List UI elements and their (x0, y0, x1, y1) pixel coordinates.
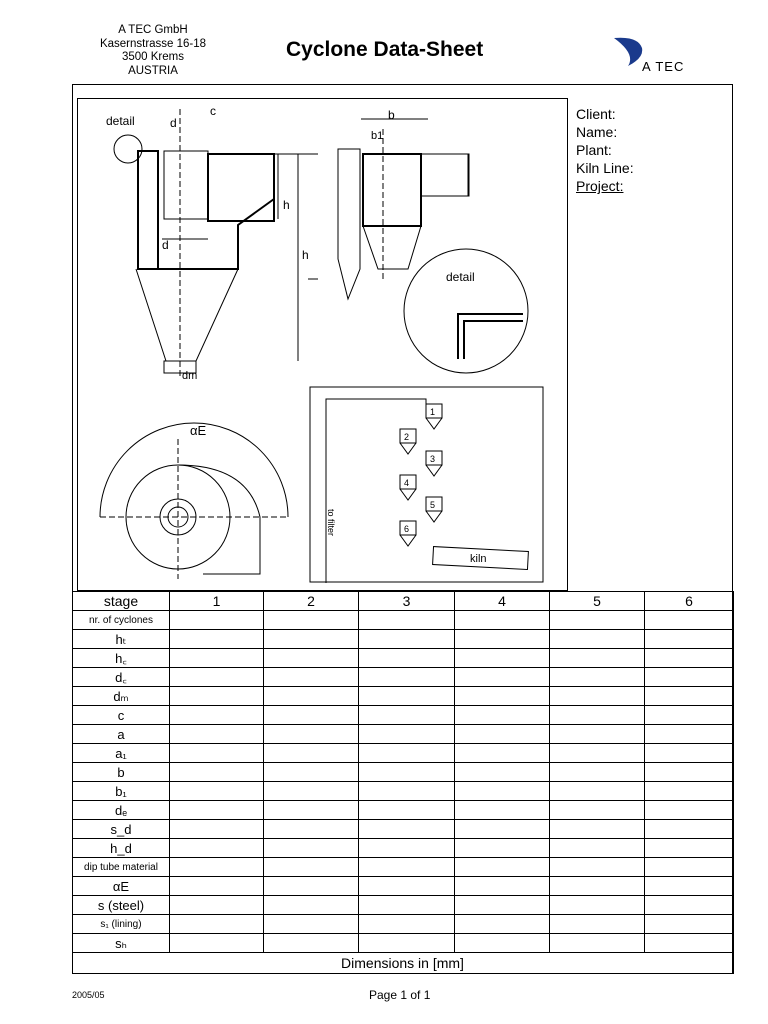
data-cell[interactable] (359, 801, 455, 820)
data-cell[interactable] (170, 649, 264, 668)
row-label: s₁ (lining) (73, 915, 170, 934)
data-cell[interactable] (264, 934, 359, 953)
footer-page: Page 1 of 1 (369, 988, 431, 1002)
data-cell[interactable] (170, 725, 264, 744)
row-label: nr. of cyclones (73, 611, 170, 630)
data-cell[interactable] (170, 820, 264, 839)
client-info (576, 105, 691, 195)
data-cell[interactable] (645, 801, 734, 820)
data-cell[interactable] (264, 877, 359, 896)
svg-text:dm: dm (182, 370, 198, 382)
data-cell[interactable] (550, 763, 645, 782)
data-cell[interactable] (359, 763, 455, 782)
data-cell[interactable] (455, 782, 550, 801)
plant-label: Plant: (576, 142, 612, 158)
data-cell[interactable] (170, 744, 264, 763)
data-cell[interactable] (645, 725, 734, 744)
data-cell[interactable] (170, 706, 264, 725)
data-cell[interactable] (264, 611, 359, 630)
company-address (88, 24, 218, 78)
svg-text:4: 4 (404, 478, 410, 488)
detail-label-circle: detail (446, 270, 475, 284)
data-cell[interactable] (455, 668, 550, 687)
stage-header: stage (73, 592, 170, 611)
data-cell[interactable] (645, 630, 734, 649)
data-cell[interactable] (359, 725, 455, 744)
data-cell[interactable] (359, 611, 455, 630)
table-row (73, 782, 734, 801)
row-label: a₁ (73, 744, 170, 763)
data-cell[interactable] (264, 687, 359, 706)
data-cell[interactable] (264, 915, 359, 934)
data-cell[interactable] (264, 725, 359, 744)
svg-text:6: 6 (404, 524, 410, 534)
table-header-row (73, 592, 734, 611)
data-cell[interactable] (359, 915, 455, 934)
data-cell[interactable] (455, 934, 550, 953)
data-cell[interactable] (264, 630, 359, 649)
data-cell[interactable] (455, 763, 550, 782)
to-filter-label: to filter (326, 509, 336, 537)
data-cell[interactable] (645, 915, 734, 934)
row-label: d꜀ (73, 668, 170, 687)
row-label: s (steel) (73, 896, 170, 915)
row-label: dₘ (73, 687, 170, 706)
data-cell[interactable] (359, 820, 455, 839)
alpha-label: αE (190, 423, 207, 438)
data-cell[interactable] (645, 858, 734, 877)
data-cell[interactable] (455, 706, 550, 725)
data-cell[interactable] (264, 896, 359, 915)
data-cell[interactable] (455, 820, 550, 839)
stage-1-header: 1 (170, 592, 264, 611)
svg-text:c: c (210, 104, 216, 118)
data-cell[interactable] (359, 630, 455, 649)
detail-label-main: detail (106, 114, 135, 128)
data-cell[interactable] (550, 611, 645, 630)
table-row (73, 649, 734, 668)
data-cell[interactable] (550, 782, 645, 801)
data-cell[interactable] (359, 839, 455, 858)
table-row (73, 839, 734, 858)
data-cell[interactable] (550, 934, 645, 953)
data-cell[interactable] (455, 630, 550, 649)
svg-text:b1: b1 (371, 130, 384, 142)
data-cell[interactable] (264, 668, 359, 687)
data-cell[interactable] (645, 934, 734, 953)
data-cell[interactable] (264, 820, 359, 839)
data-cell[interactable] (264, 744, 359, 763)
data-cell[interactable] (550, 839, 645, 858)
svg-text:3: 3 (430, 454, 436, 464)
svg-text:2: 2 (404, 432, 410, 442)
company-name: A TEC GmbH (118, 24, 188, 36)
svg-text:b: b (388, 108, 395, 122)
data-cell[interactable] (455, 858, 550, 877)
company-country: AUSTRIA (128, 64, 178, 77)
name-label: Name: (576, 124, 618, 140)
data-cell[interactable] (455, 725, 550, 744)
kiln-line-label: Kiln Line: (576, 160, 634, 176)
data-cell[interactable] (455, 877, 550, 896)
data-cell[interactable] (550, 668, 645, 687)
data-cell[interactable] (645, 820, 734, 839)
row-label: hₜ (73, 630, 170, 649)
data-cell[interactable] (359, 649, 455, 668)
data-cell[interactable] (455, 687, 550, 706)
svg-text:1: 1 (430, 407, 436, 417)
stage-2-header: 2 (264, 592, 359, 611)
data-cell[interactable] (455, 839, 550, 858)
row-label: b (73, 763, 170, 782)
data-cell[interactable] (170, 877, 264, 896)
page-title: Cyclone Data-Sheet (286, 38, 484, 61)
data-cell[interactable] (645, 668, 734, 687)
svg-text:h: h (302, 248, 309, 262)
data-cell[interactable] (264, 858, 359, 877)
data-cell[interactable] (170, 801, 264, 820)
table-row (73, 706, 734, 725)
data-cell[interactable] (359, 668, 455, 687)
cyclone-data-table (72, 591, 734, 974)
logo-text: A TEC (642, 59, 685, 74)
data-cell[interactable] (170, 839, 264, 858)
data-cell[interactable] (264, 839, 359, 858)
project-label: Project: (576, 178, 624, 194)
data-cell[interactable] (170, 915, 264, 934)
kiln-label: kiln (470, 553, 487, 565)
dimensions-note: Dimensions in [mm] (341, 955, 464, 971)
company-city: 3500 Krems (121, 51, 184, 63)
data-cell[interactable] (455, 611, 550, 630)
table-row (73, 877, 734, 896)
data-cell[interactable] (645, 687, 734, 706)
row-label: h_d (73, 839, 170, 858)
data-cell[interactable] (645, 763, 734, 782)
data-cell[interactable] (359, 896, 455, 915)
table-row (73, 630, 734, 649)
company-street: Kasernstrasse 16-18 (99, 37, 207, 50)
table-row (73, 725, 734, 744)
data-cell[interactable] (170, 630, 264, 649)
data-cell[interactable] (645, 611, 734, 630)
table-row (73, 801, 734, 820)
svg-text:d: d (170, 116, 177, 130)
data-cell[interactable] (455, 744, 550, 763)
table-row (73, 687, 734, 706)
table-row (73, 858, 734, 877)
data-cell[interactable] (359, 877, 455, 896)
data-cell[interactable] (550, 687, 645, 706)
data-cell[interactable] (170, 782, 264, 801)
table-row (73, 763, 734, 782)
data-cell[interactable] (550, 630, 645, 649)
stage-6-header: 6 (645, 592, 734, 611)
row-label: sₕ (73, 934, 170, 953)
row-label: s_d (73, 820, 170, 839)
stage-3-header: 3 (359, 592, 455, 611)
row-label: dip tube material (73, 858, 170, 877)
data-cell[interactable] (455, 915, 550, 934)
data-cell[interactable] (264, 649, 359, 668)
data-cell[interactable] (550, 915, 645, 934)
data-cell[interactable] (550, 820, 645, 839)
row-label: h꜀ (73, 649, 170, 668)
plan-view (100, 423, 288, 579)
data-cell[interactable] (264, 763, 359, 782)
data-cell[interactable] (170, 611, 264, 630)
data-cell[interactable] (359, 706, 455, 725)
table-row (73, 934, 734, 953)
data-cell[interactable] (170, 763, 264, 782)
data-cell[interactable] (645, 649, 734, 668)
row-label: αE (73, 877, 170, 896)
data-cell[interactable] (550, 706, 645, 725)
data-cell[interactable] (170, 668, 264, 687)
data-cell[interactable] (264, 801, 359, 820)
table-row (73, 668, 734, 687)
svg-text:5: 5 (430, 500, 436, 510)
table-row (73, 915, 734, 934)
row-label: dₑ (73, 801, 170, 820)
data-cell[interactable] (550, 725, 645, 744)
data-cell[interactable] (170, 858, 264, 877)
data-cell[interactable] (550, 877, 645, 896)
data-cell[interactable] (550, 896, 645, 915)
footer-date: 2005/05 (72, 990, 105, 1000)
data-cell[interactable] (550, 858, 645, 877)
client-label: Client: (576, 106, 616, 122)
cyclone-drawing (77, 98, 568, 591)
data-cell[interactable] (359, 687, 455, 706)
data-cell[interactable] (264, 706, 359, 725)
data-cell[interactable] (455, 801, 550, 820)
stage-5-header: 5 (550, 592, 645, 611)
table-row (73, 896, 734, 915)
row-label: c (73, 706, 170, 725)
data-cell[interactable] (645, 782, 734, 801)
data-cell[interactable] (359, 782, 455, 801)
svg-text:h: h (283, 198, 290, 212)
data-cell[interactable] (170, 687, 264, 706)
row-label: b₁ (73, 782, 170, 801)
data-cell[interactable] (359, 858, 455, 877)
data-cell[interactable] (264, 782, 359, 801)
data-cell[interactable] (550, 801, 645, 820)
data-cell[interactable] (359, 744, 455, 763)
svg-text:d: d (162, 238, 169, 252)
table-row (73, 744, 734, 763)
data-cell[interactable] (645, 744, 734, 763)
data-cell[interactable] (645, 896, 734, 915)
data-cell[interactable] (645, 877, 734, 896)
row-label: a (73, 725, 170, 744)
stage-4-header: 4 (455, 592, 550, 611)
data-cell[interactable] (550, 744, 645, 763)
data-cell[interactable] (550, 649, 645, 668)
data-cell[interactable] (359, 934, 455, 953)
data-cell[interactable] (170, 896, 264, 915)
data-cell[interactable] (455, 896, 550, 915)
data-cell[interactable] (645, 839, 734, 858)
table-row (73, 820, 734, 839)
data-cell[interactable] (170, 934, 264, 953)
data-cell[interactable] (645, 706, 734, 725)
data-cell[interactable] (455, 649, 550, 668)
table-row (73, 611, 734, 630)
